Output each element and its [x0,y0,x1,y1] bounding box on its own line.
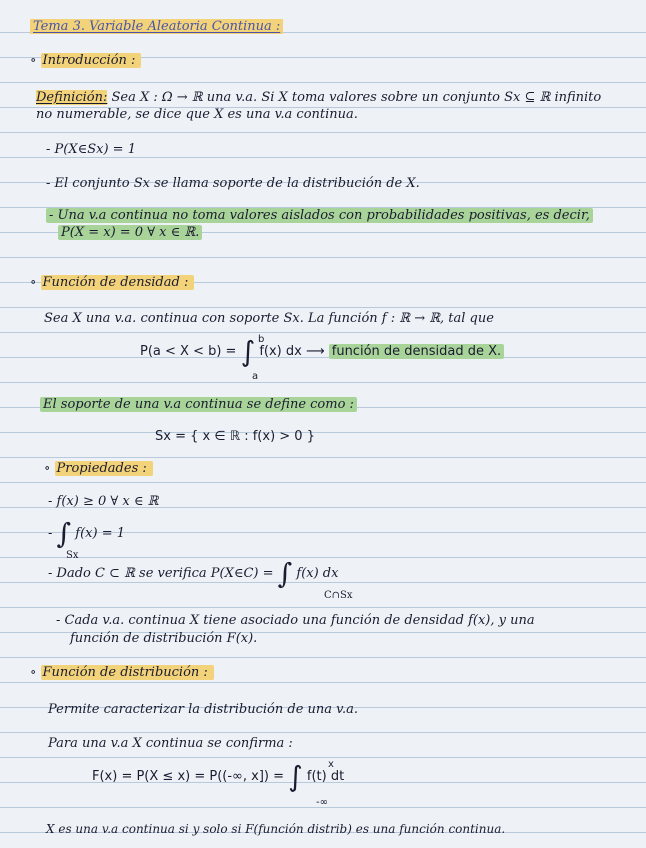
integral-lower-limit: a [252,371,259,382]
integral-lower-limit: -∞ [316,797,328,808]
definition-line-1: Definición: Sea X : Ω → ℝ una v.a. Si X toma valores sobre un conjunto Sx ⊆ ℝ infinito [36,90,602,105]
intro-bullet-3-line-1: - Una v.a continua no toma valores aislados con probabilidades positivas, es decir, [46,207,593,225]
property-4-line-1: - Cada v.a. continua X tiene asociado una función de densidad f(x), y una [56,613,535,628]
intro-bullet-2: - El conjunto Sx se llama soporte de la distribución de X. [46,176,420,191]
intro-bullet-3-line-2: P(X = x) = 0 ∀ x ∈ ℝ. [58,224,202,242]
integral-subscript: C∩Sx [324,590,353,601]
bullet-icon: ∘ [44,461,55,476]
properties-heading: ∘ Propiedades : [44,460,153,478]
property-4-line-2: función de distribución F(x). [70,631,258,646]
distribution-heading: ∘ Función de distribución : [30,664,214,682]
bullet-icon: ∘ [30,53,41,68]
distribution-formula: F(x) = P(X ≤ x) = P((-∞, x]) = ∫ x -∞ f(t) dt [92,768,512,808]
definition-line-2: no numerable, se dice que X es una v.a continua. [36,107,358,122]
distribution-line-1: Permite caracterizar la distribución de una v.a. [48,702,358,717]
integral-icon: ∫ [277,557,293,590]
arrow-icon: ⟶ [305,344,325,359]
integral-icon: ∫ [288,760,303,793]
integral-upper-limit: b [258,334,265,345]
intro-heading: ∘ Introducción : [30,52,141,70]
density-intro-line: Sea X una v.a. continua con soporte Sx. La función f : ℝ → ℝ, tal que [44,311,494,326]
density-formula: P(a < X < b) = ∫ b a f(x) dx ⟶ función de densidad de X. [140,343,640,379]
integral-upper-limit: x [328,759,334,770]
bullet-icon: ∘ [30,275,41,290]
density-heading: ∘ Función de densidad : [30,274,194,292]
property-2: - ∫ Sx f(x) = 1 [48,525,248,555]
integral-icon: ∫ [56,517,72,550]
support-formula: Sx = { x ∈ ℝ : f(x) > 0 } [155,429,315,444]
integral-subscript: Sx [66,550,79,561]
distribution-conclusion: X es una v.a continua si y solo si F(función distrib) es una función continua. [46,822,506,836]
intro-bullet-1: - P(X∈Sx) = 1 [46,142,136,157]
distribution-line-2: Para una v.a X continua se confirma : [48,736,293,751]
bullet-icon: ∘ [30,665,41,680]
property-3: - Dado C ⊂ ℝ se verifica P(X∈C) = ∫ C∩Sx f(x) dx [48,565,468,595]
page-title: Tema 3. Variable Aleatoria Continua : [30,18,283,36]
support-line: El soporte de una v.a continua se define como : [40,396,357,414]
integral-icon: ∫ [240,335,256,368]
property-1: - f(x) ≥ 0 ∀ x ∈ ℝ [48,494,159,509]
